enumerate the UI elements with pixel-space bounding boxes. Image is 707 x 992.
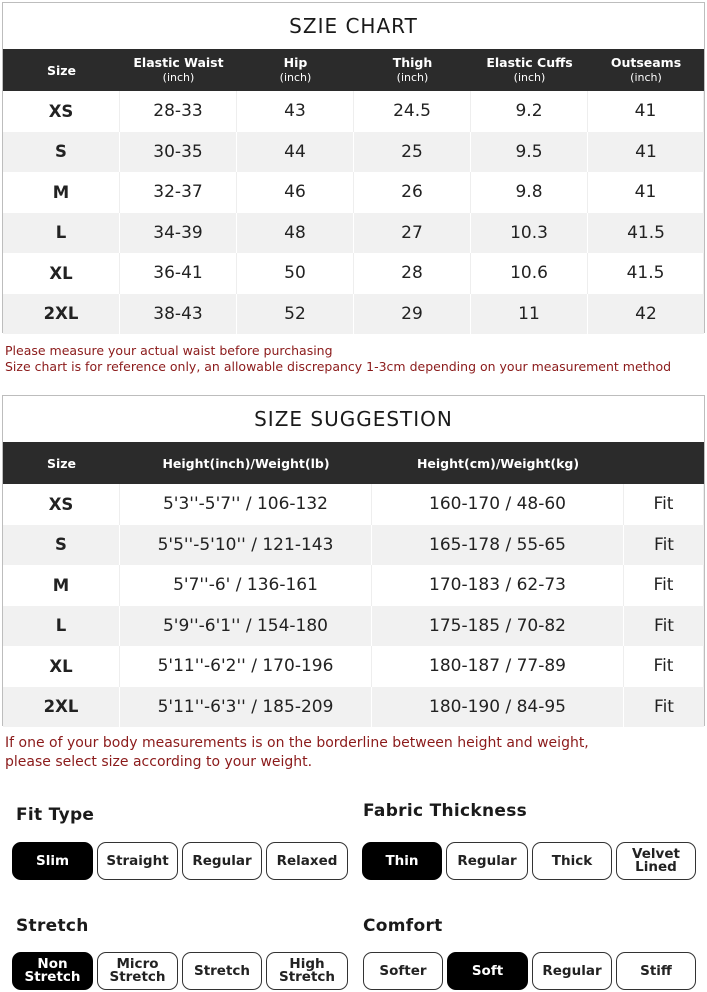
size-suggestion-note (5, 734, 589, 772)
table-row (3, 294, 704, 335)
table-cell: 9.8 (471, 172, 588, 213)
table-cell: 2XL (3, 294, 120, 335)
fit-type-options (12, 842, 352, 880)
table-cell: 180-190 / 84-95 (372, 687, 624, 728)
header-fit (624, 442, 704, 484)
table-cell: 10.3 (471, 213, 588, 254)
table-cell: 48 (237, 213, 354, 254)
thickness-option-velvet-lined[interactable]: Velvet Lined (616, 842, 696, 880)
comfort-option-stiff[interactable]: Stiff (616, 952, 696, 990)
table-cell: 180-187 / 77-89 (372, 646, 624, 687)
comfort-option-regular[interactable]: Regular (532, 952, 612, 990)
table-cell: 41 (635, 141, 657, 162)
table-cell: M (3, 565, 120, 606)
size-chart-panel (2, 2, 705, 333)
table-cell: 5'5''-5'10'' / 121-143 (120, 525, 372, 566)
header-height-inch-weight-lb: Height(inch)/Weight(lb) (162, 455, 330, 471)
table-cell: 26 (354, 172, 471, 213)
size-suggestion-panel (2, 395, 705, 726)
table-cell: 41.5 (627, 222, 665, 243)
table-cell: 52 (237, 294, 354, 335)
table-row (3, 132, 704, 173)
table-cell: 36-41 (120, 253, 237, 294)
table-cell: 5'9''-6'1'' / 154-180 (120, 606, 372, 647)
table-cell: 5'3''-5'7'' / 106-132 (120, 484, 372, 525)
comfort-options (363, 952, 700, 990)
table-cell: 24.5 (354, 91, 471, 132)
table-cell: 9.5 (471, 132, 588, 173)
table-row (3, 484, 704, 525)
table-cell: 41 (588, 172, 704, 213)
fit-option-straight[interactable]: Straight (97, 842, 178, 880)
thickness-option-thin[interactable]: Thin (362, 842, 442, 880)
table-cell: M (3, 172, 120, 213)
table-cell: Fit (624, 565, 704, 606)
size-chart-note (5, 343, 671, 375)
table-cell: XL (3, 646, 120, 687)
header-elastic-waist: Elastic Waist (inch) (133, 55, 224, 84)
note-line: If one of your body measurements is on the borderline between height and weight, (5, 735, 589, 751)
table-cell: 41.5 (588, 253, 704, 294)
table-row (3, 172, 704, 213)
table-cell: 42 (635, 303, 657, 324)
header-size: Size (46, 455, 77, 471)
table-row (3, 565, 704, 606)
table-row (3, 525, 704, 566)
table-cell: Fit (654, 696, 674, 717)
header-size: Size (46, 62, 77, 78)
table-row (3, 646, 704, 687)
size-chart-header (3, 49, 704, 91)
thickness-option-regular[interactable]: Regular (446, 842, 528, 880)
note-line: Size chart is for reference only, an allowable discrepancy 1-3cm depending on your measurement method (5, 359, 672, 374)
fit-type-title: Fit Type (16, 805, 95, 825)
note-line: Please measure your actual waist before purchasing (5, 343, 333, 358)
stretch-options (12, 952, 352, 990)
table-cell: Fit (654, 615, 674, 636)
note-line: please select size according to your weight. (5, 754, 313, 770)
comfort-option-soft[interactable]: Soft (447, 952, 528, 990)
comfort-option-softer[interactable]: Softer (363, 952, 443, 990)
header-outseams: Outseams (inch) (610, 55, 682, 84)
size-chart-body (3, 91, 704, 334)
table-cell: 5'7''-6' / 136-161 (120, 565, 372, 606)
stretch-option-non-stretch[interactable]: Non Stretch (12, 952, 93, 990)
table-cell: Fit (624, 484, 704, 525)
comfort-title: Comfort (363, 916, 443, 936)
table-cell: 38-43 (120, 294, 237, 335)
header-hip: Hip (inch) (279, 55, 312, 84)
fabric-thickness-title: Fabric Thickness (363, 801, 528, 821)
table-row (3, 213, 704, 254)
table-cell: L (3, 606, 120, 647)
table-cell: 34-39 (120, 213, 237, 254)
table-cell: 160-170 / 48-60 (372, 484, 624, 525)
size-chart-title: SZIE CHART (289, 14, 418, 38)
table-cell: 43 (237, 91, 354, 132)
table-cell: 28-33 (120, 91, 237, 132)
fit-option-regular[interactable]: Regular (182, 842, 262, 880)
table-cell: 50 (237, 253, 354, 294)
fabric-thickness-options (362, 842, 700, 880)
header-thigh: Thigh (inch) (392, 55, 433, 84)
stretch-title: Stretch (16, 916, 89, 936)
table-cell: Fit (624, 646, 704, 687)
table-cell: 165-178 / 55-65 (372, 525, 624, 566)
table-cell: 29 (354, 294, 471, 335)
table-row (3, 687, 704, 728)
table-cell: Fit (654, 534, 674, 555)
table-row (3, 606, 704, 647)
table-cell: S (3, 132, 120, 173)
fit-option-slim[interactable]: Slim (12, 842, 93, 880)
table-cell: XL (3, 253, 120, 294)
table-cell: XS (3, 91, 120, 132)
size-suggestion-header (3, 442, 704, 484)
header-height-cm-weight-kg: Height(cm)/Weight(kg) (416, 455, 580, 471)
table-cell: 46 (237, 172, 354, 213)
table-cell: 11 (471, 294, 588, 335)
table-cell: 5'11''-6'3'' / 185-209 (120, 687, 372, 728)
table-row (3, 253, 704, 294)
table-cell: 32-37 (120, 172, 237, 213)
table-cell: 10.6 (471, 253, 588, 294)
table-cell: 28 (354, 253, 471, 294)
table-cell: 9.2 (471, 91, 588, 132)
table-cell: 175-185 / 70-82 (372, 606, 624, 647)
table-cell: 2XL (3, 687, 120, 728)
table-cell: XS (3, 484, 120, 525)
table-cell: 170-183 / 62-73 (372, 565, 624, 606)
thickness-option-thick[interactable]: Thick (532, 842, 612, 880)
table-cell: 25 (354, 132, 471, 173)
table-row (3, 91, 704, 132)
table-cell: 5'11''-6'2'' / 170-196 (120, 646, 372, 687)
table-cell: 41 (588, 91, 704, 132)
stretch-option-high-stretch[interactable]: High Stretch (266, 952, 348, 990)
header-elastic-cuffs: Elastic Cuffs (inch) (486, 55, 573, 84)
size-suggestion-body (3, 484, 704, 727)
table-cell: L (3, 213, 120, 254)
size-suggestion-title: SIZE SUGGESTION (254, 407, 453, 431)
table-cell: 27 (354, 213, 471, 254)
stretch-option-micro-stretch[interactable]: Micro Stretch (97, 952, 178, 990)
stretch-option-stretch[interactable]: Stretch (182, 952, 262, 990)
table-cell: 44 (237, 132, 354, 173)
fit-option-relaxed[interactable]: Relaxed (266, 842, 348, 880)
table-cell: 30-35 (120, 132, 237, 173)
table-cell: S (3, 525, 120, 566)
